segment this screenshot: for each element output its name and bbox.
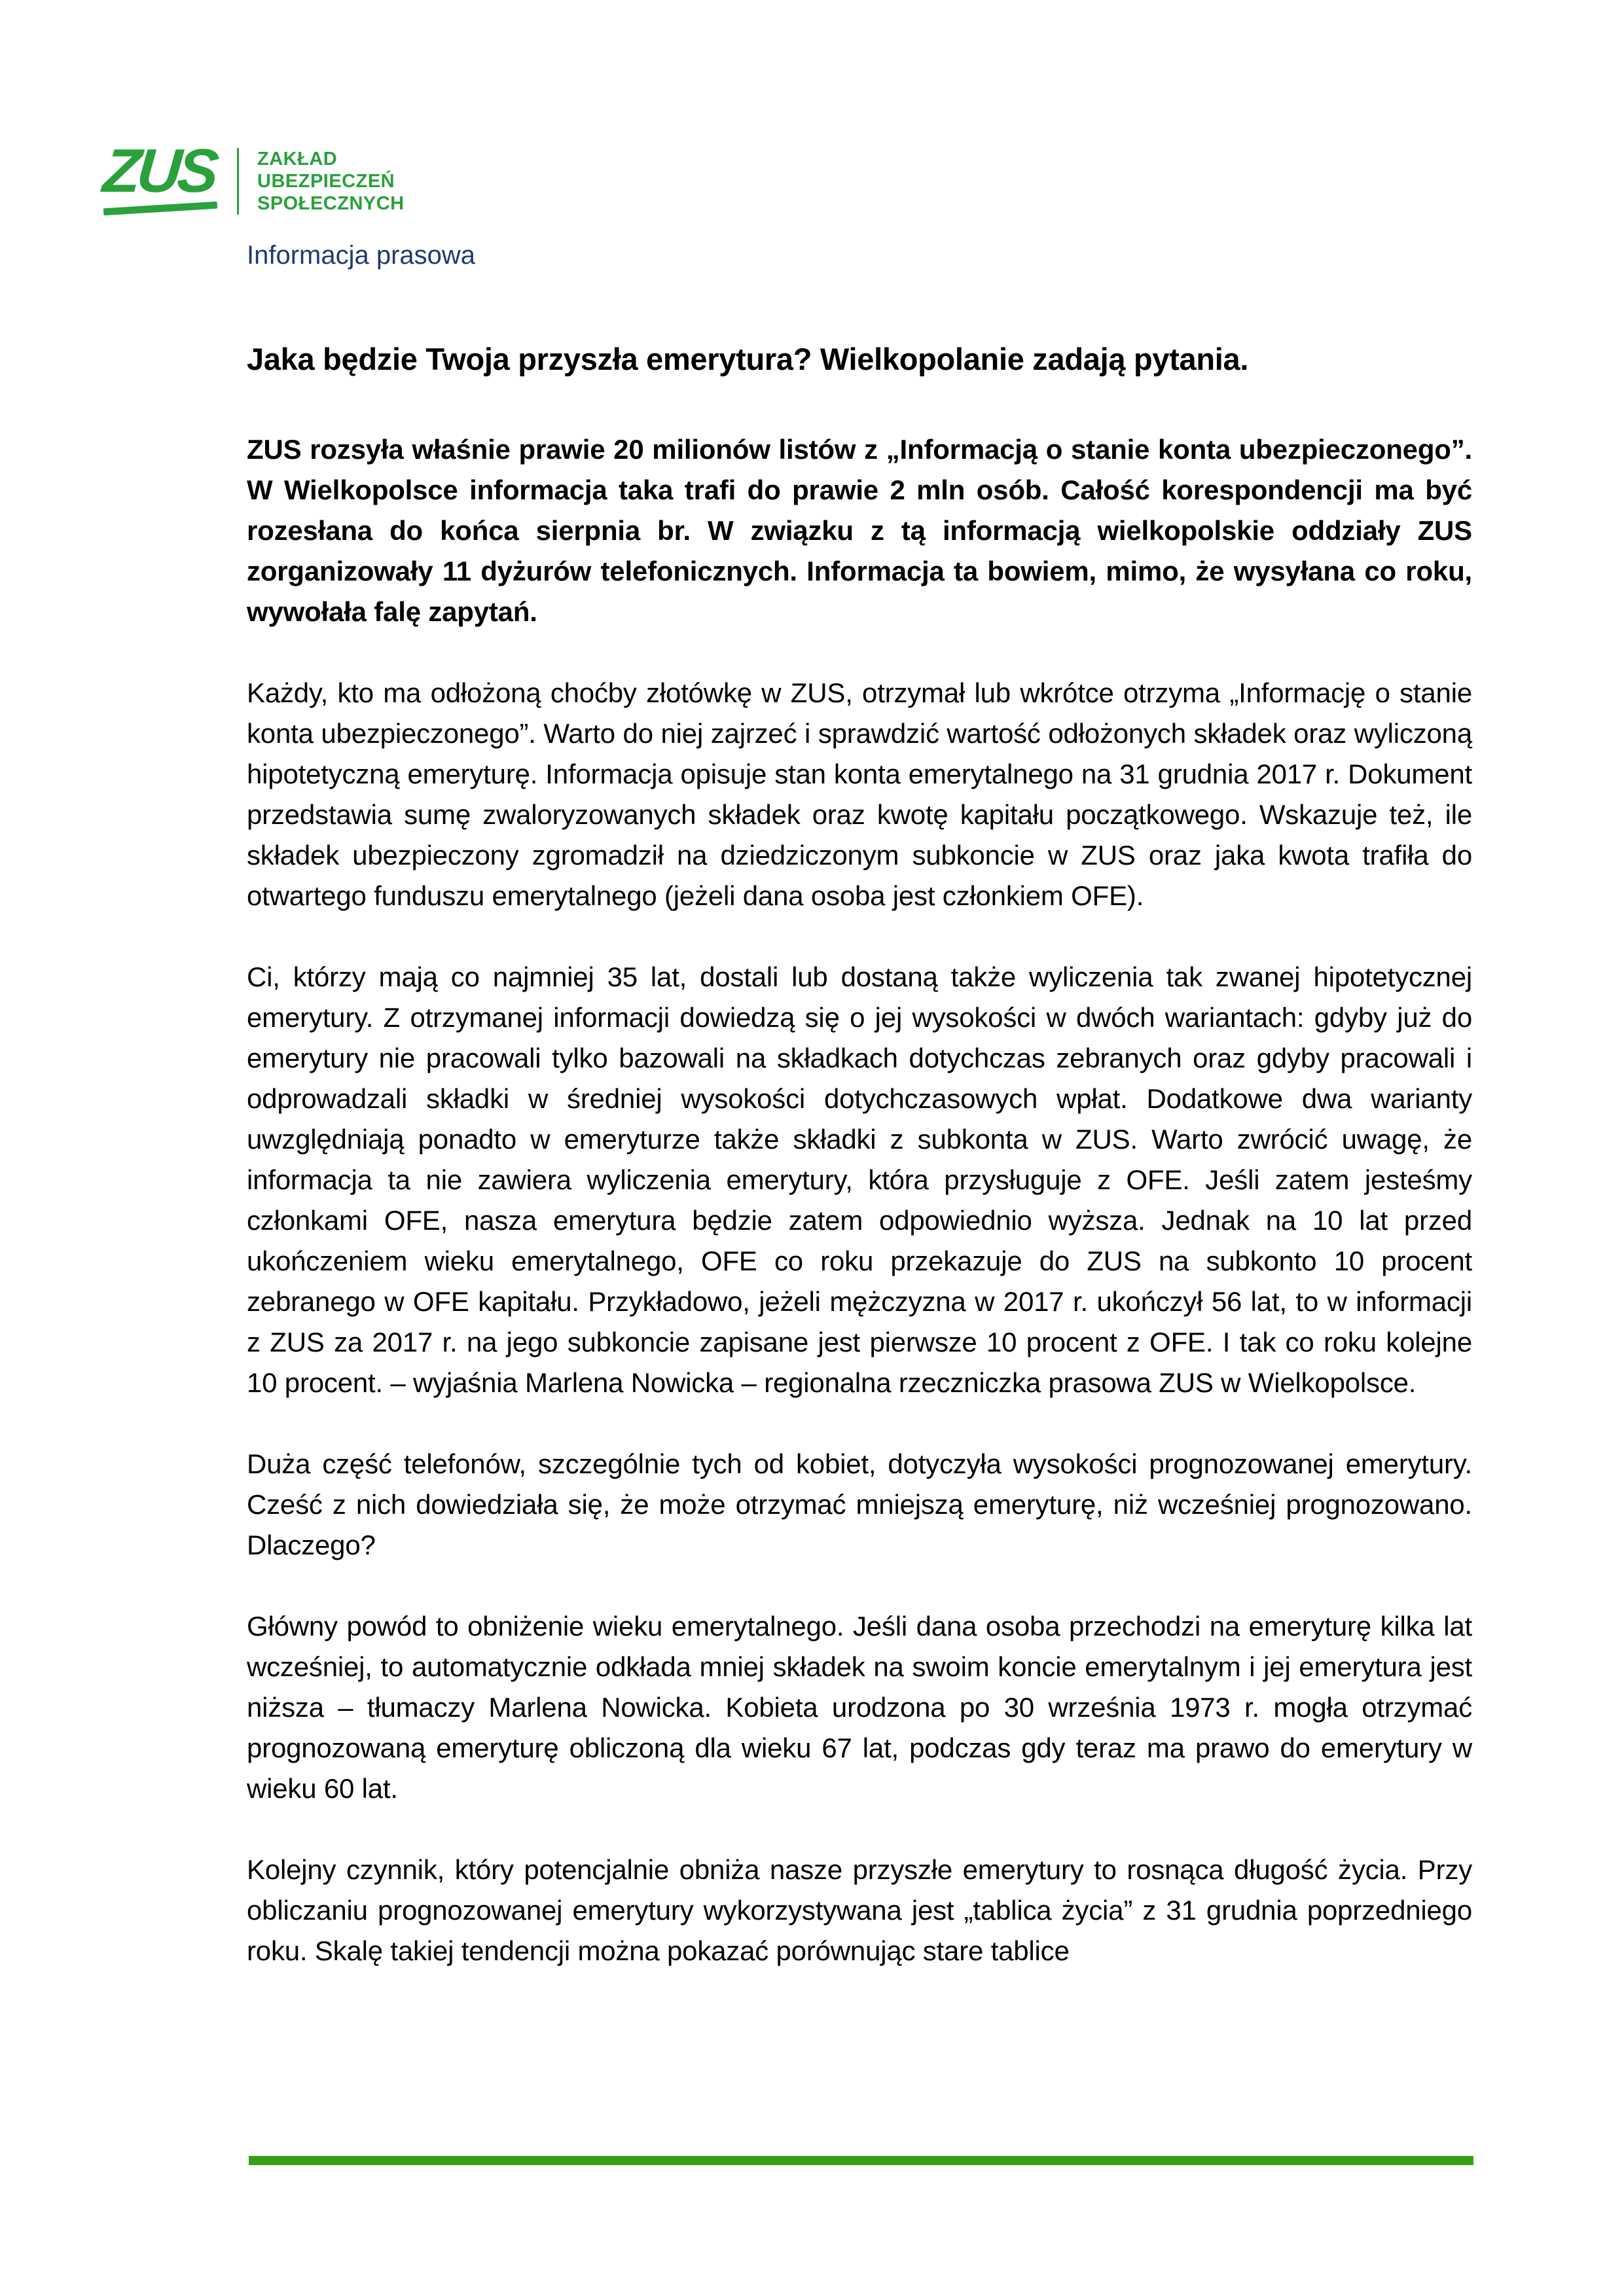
org-name-line: ZAKŁAD [257,149,338,170]
paragraph: Duża część telefonów, szczególnie tych od kobiet, dotyczyła wysokości prognozowanej emerytury. Cześć z nich dowiedziała się, że może otrzymać mniejszą emeryturę, niż wcześniej prognozowano. Dlaczego? [247,1448,1472,1560]
zus-logo-mark [100,136,220,217]
zus-logo-text: ZUS [100,136,218,205]
org-name-line: SPOŁECZNYCH [257,193,405,214]
press-release-label: Informacja prasowa [247,241,476,270]
paragraph: Główny powód to obniżenie wieku emerytalnego. Jeśli dana osoba przechodzi na emeryturę kilka lat wcześniej, to automatycznie odkłada mniej składek na swoim koncie emerytalnym i jej emerytura jest niższa – tłumaczy Marlena Nowicka. Kobieta urodzona po 30 września 1973 r. mogła otrzymać prognozowaną emeryturę obliczoną dla wieku 67 lat, podczas gdy teraz ma prawo do emerytury w wieku 60 lat. [247,1611,1472,1804]
zus-logo-divider [237,148,239,215]
page-title: Jaka będzie Twoja przyszła emerytura? Wielkopolanie zadają pytania. [247,342,1249,376]
footer-rule [249,2156,1473,2165]
org-name-line: UBEZPIECZEŃ [257,171,395,192]
paragraph: Ci, którzy mają co najmniej 35 lat, dostali lub dostaną także wyliczenia tak zwanej hipotetycznej emerytury. Z otrzymanej informacji dowiedzą się o jej wysokości w dwóch wariantach: gdyby już do emerytury nie pracowali tylko bazowali na składkach dotychczas zebranych oraz gdyby pracowali i odprowadzali składki w średniej wysokości dotychczasowych wpłat. Dodatkowe dwa warianty uwzględniają ponadto w emeryturze także składki z subkonta w ZUS. Warto zwrócić uwagę, że informacja ta nie zawiera wyliczenia emerytury, która przysługuje z OFE. Jeśli zatem jesteśmy członkami OFE, nasza emerytura będzie zatem odpowiednio wyższa. Jednak na 10 lat przed ukończeniem wieku emerytalnego, OFE co roku przekazuje do ZUS na subkonto 10 procent zebranego w OFE kapitału. Przykładowo, jeżeli mężczyzna w 2017 r. ukończył 56 lat, to w informacji z ZUS za 2017 r. na jego subkoncie zapisane jest pierwsze 10 procent z OFE. I tak co roku kolejne 10 procent. – wyjaśnia Marlena Nowicka – regionalna rzeczniczka prasowa ZUS w Wielkopolsce. [247,961,1472,1398]
paragraph: Kolejny czynnik, który potencjalnie obniża nasze przyszłe emerytury to rosnąca długość życia. Przy obliczaniu prognozowanej emerytury wykorzystywana jest „tablica życia” z 31 grudnia poprzedniego roku. Skalę takiej tendencji można pokazać porównując stare tablice [247,1854,1472,1966]
article-body [247,429,1472,1971]
zus-logo [100,136,405,217]
paragraph: Każdy, kto ma odłożoną choćby złotówkę w ZUS, otrzymał lub wkrótce otrzyma „Informację o stanie konta ubezpieczonego”. Warto do niej zajrzeć i sprawdzić wartość odłożonych składek oraz wyliczoną hipotetyczną emeryturę. Informacja opisuje stan konta emerytalnego na 31 grudnia 2017 r. Dokument przedstawia sumę zwaloryzowanych składek oraz kwotę kapitału początkowego. Wskazuje też, ile składek ubezpieczony zgromadził na dziedziczonym subkoncie w ZUS oraz jaka kwota trafiła do otwartego funduszu emerytalnego (jeżeli dana osoba jest członkiem OFE). [247,677,1472,911]
article [247,339,1472,2012]
zus-logo-orgname [257,148,405,215]
paragraph: ZUS rozsyła właśnie prawie 20 milionów listów z „Informacją o stanie konta ubezpieczonego”. W Wielkopolsce informacja taka trafi do prawie 2 mln osób. Całość korespondencji ma być rozesłana do końca sierpnia br. W związku z tą informacją wielkopolskie oddziały ZUS zorganizowały 11 dyżurów telefonicznych. Informacja ta bowiem, mimo, że wysyłana co roku, wywołała falę zapytań. [247,434,1472,627]
